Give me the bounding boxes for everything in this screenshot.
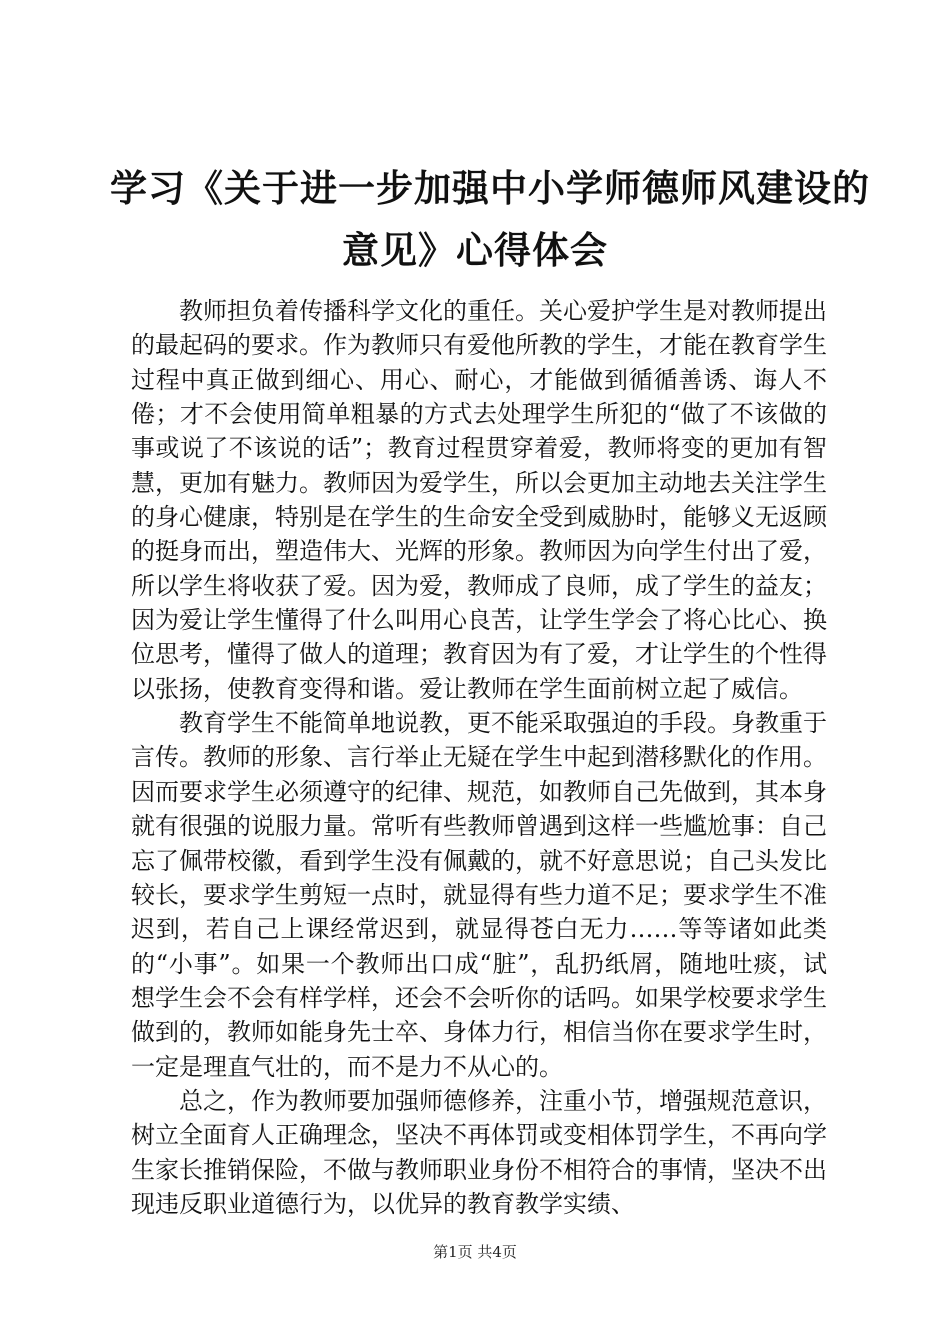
page-footer: 第1页 共4页 xyxy=(433,1243,517,1261)
document-body xyxy=(131,294,827,1221)
paragraph-1: 教师担负着传播科学文化的重任。关心爱护学生是对教师提出的最起码的要求。作为教师只有爱他所教的学生，才能在教育学生过程中真正做到细心、用心、耐心，才能做到循循善诱、诲人不倦；才不会使用简单粗暴的方式去处理学生所犯的“做了不该做的事或说了不该说的话”；教育过程贯穿着爱，教师将变的更加有智慧，更加有魅力。教师因为爱学生，所以会更加主动地去关注学生的身心健康，特别是在学生的生命安全受到威胁时，能够义无返顾的挺身而出，塑造伟大、光辉的形象。教师因为向学生付出了爱，所以学生将收获了爱。因为爱，教师成了良师，成了学生的益友；因为爱让学生懂得了什么叫用心良苦，让学生学会了将心比心、换位思考，懂得了做人的道理；教育因为有了爱，才让学生的个性得以张扬，使教育变得和谐。爱让教师在学生面前树立起了威信。 xyxy=(131,297,827,703)
document-title-line-1: 学习《关于进一步加强中小学师德师风建设的 xyxy=(110,167,870,210)
paragraph-2: 教育学生不能简单地说教，更不能采取强迫的手段。身教重于言传。教师的形象、言行举止无疑在学生中起到潜移默化的作用。因而要求学生必须遵守的纪律、规范，如教师自己先做到，其本身就有很强的说服力量。常听有些教师曾遇到这样一些尴尬事：自己忘了佩带校徽，看到学生没有佩戴的，就不好意思说；自己头发比较长，要求学生剪短一点时，就显得有些力道不足；要求学生不准迟到，若自己上课经常迟到，就显得苍白无力……等等诸如此类的“小事”。如果一个教师出口成“脏”，乱扔纸屑，随地吐痰，试想学生会不会有样学样，还会不会听你的话吗。如果学校要求学生做到的，教师如能身先士卒、身体力行，相信当你在要求学生时，一定是理直气壮的，而不是力不从心的。 xyxy=(131,709,827,1081)
paragraph-3: 总之，作为教师要加强师德修养，注重小节，增强规范意识，树立全面育人正确理念，坚决不再体罚或变相体罚学生，不再向学生家长推销保险，不做与教师职业身份不相符合的事情，坚决不出现违反职业道德行为，以优异的教育教学实绩、 xyxy=(131,1086,827,1218)
document-title-line-2: 意见》心得体会 xyxy=(342,229,608,272)
